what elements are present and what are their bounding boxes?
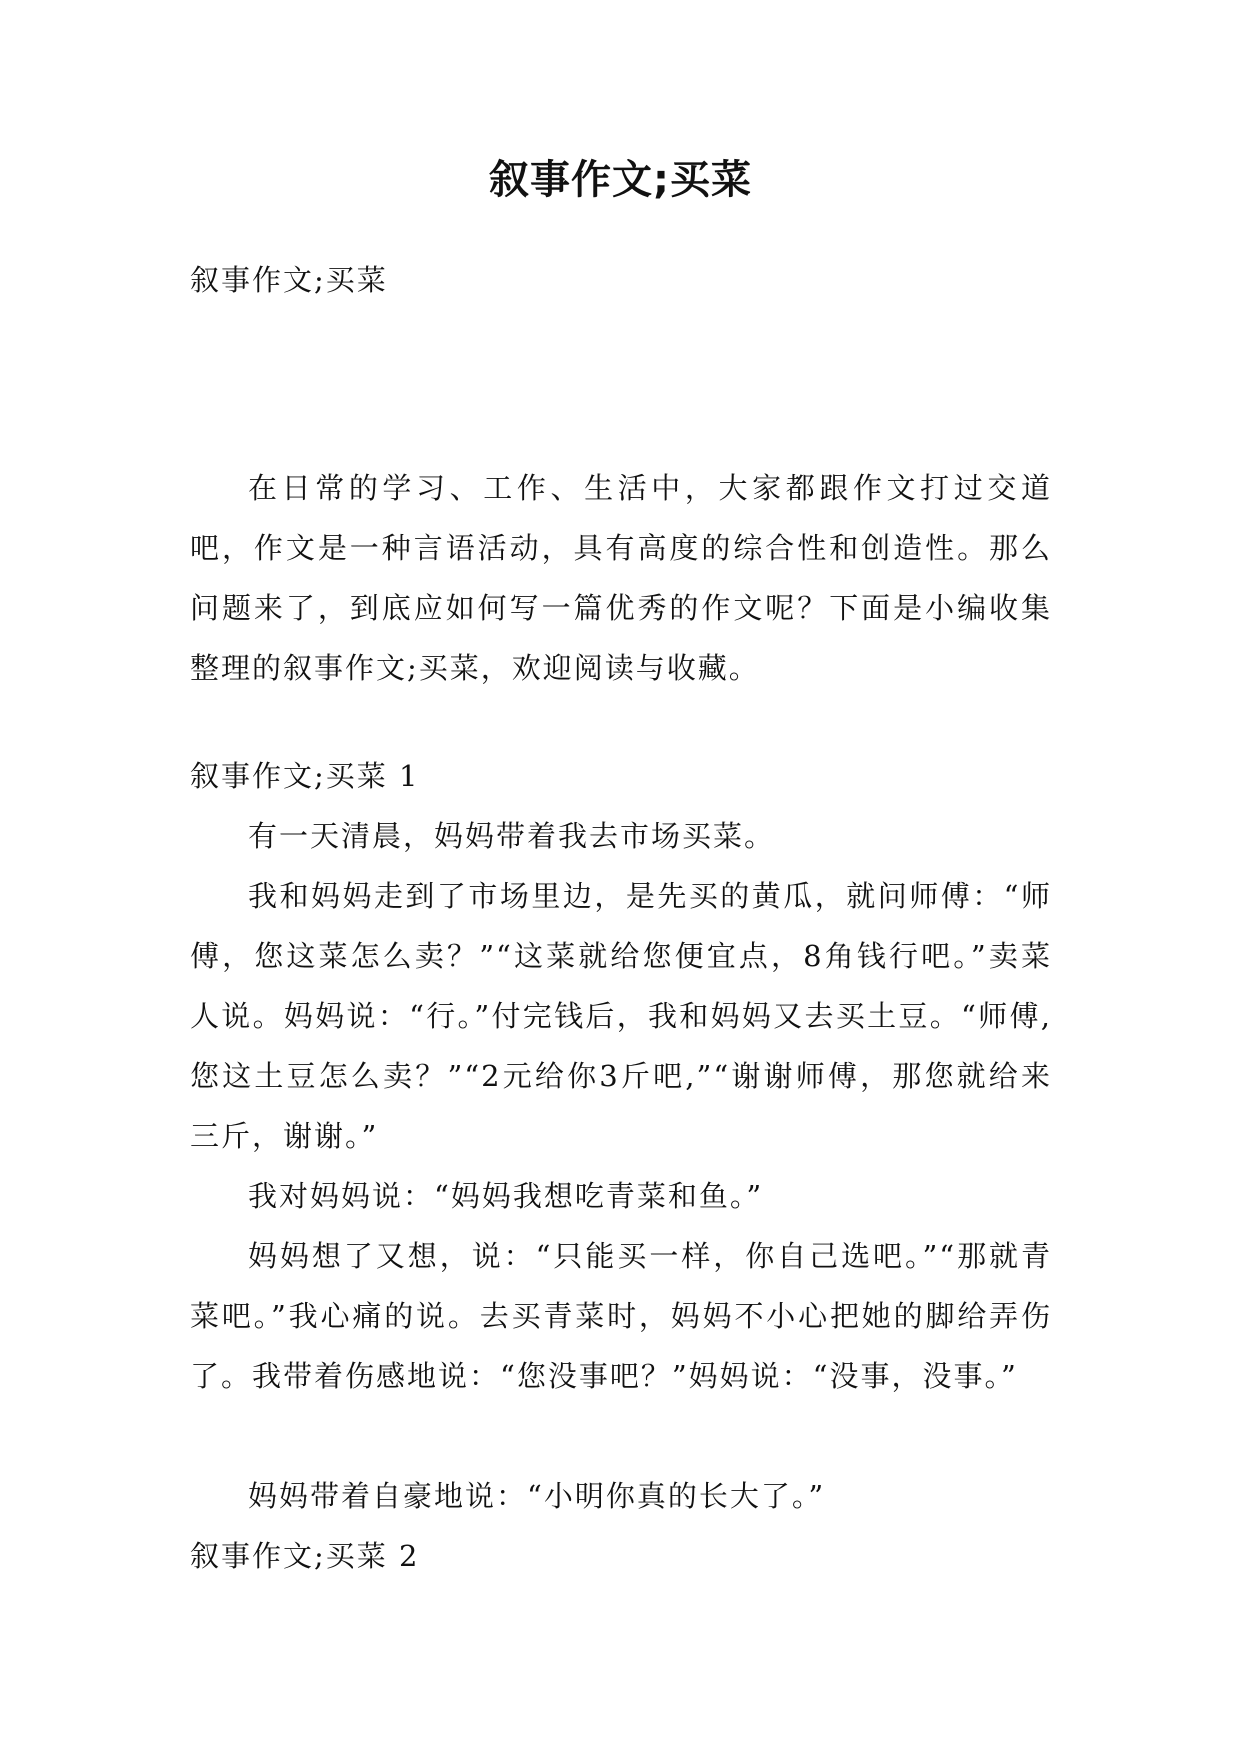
document-subtitle: 叙事作文;买菜 [190,263,388,297]
story-paragraph-1: 有一天清晨，妈妈带着我去市场买菜。 [248,819,776,853]
story-paragraph-4: 妈妈想了又想，说：“只能买一样，你自己选吧。”“那就青菜吧。”我心痛的说。去买青菜时，妈妈不小心把她的脚给弄伤了。我带着伤感地说：“您没事吧？”妈妈说：“没事，没事。” [190,1239,1052,1393]
document-title: 叙事作文;买菜 [489,157,752,203]
intro-paragraph: 在日常的学习、工作、生活中，大家都跟作文打过交道吧，作文是一种言语活动，具有高度的综合性和创造性。那么问题来了，到底应如何写一篇优秀的作文呢？下面是小编收集整理的叙事作文;买菜，欢迎阅读与收藏。 [190,471,1052,685]
story-paragraph-3: 我对妈妈说：“妈妈我想吃青菜和鱼。” [248,1179,764,1213]
story-paragraph-5: 妈妈带着自豪地说：“小明你真的长大了。” [248,1479,826,1513]
section-heading-1: 叙事作文;买菜 1 [190,759,420,793]
story-paragraph-2: 我和妈妈走到了市场里边，是先买的黄瓜，就问师傅：“师傅，您这菜怎么卖？”“这菜就给您便宜点，8角钱行吧。”卖菜人说。妈妈说：“行。”付完钱后，我和妈妈又去买土豆。“师傅,您这土豆怎么卖？”“2元给你3斤吧,”“谢谢师傅，那您就给来三斤，谢谢。” [190,879,1052,1153]
section-heading-2: 叙事作文;买菜 2 [190,1539,420,1573]
